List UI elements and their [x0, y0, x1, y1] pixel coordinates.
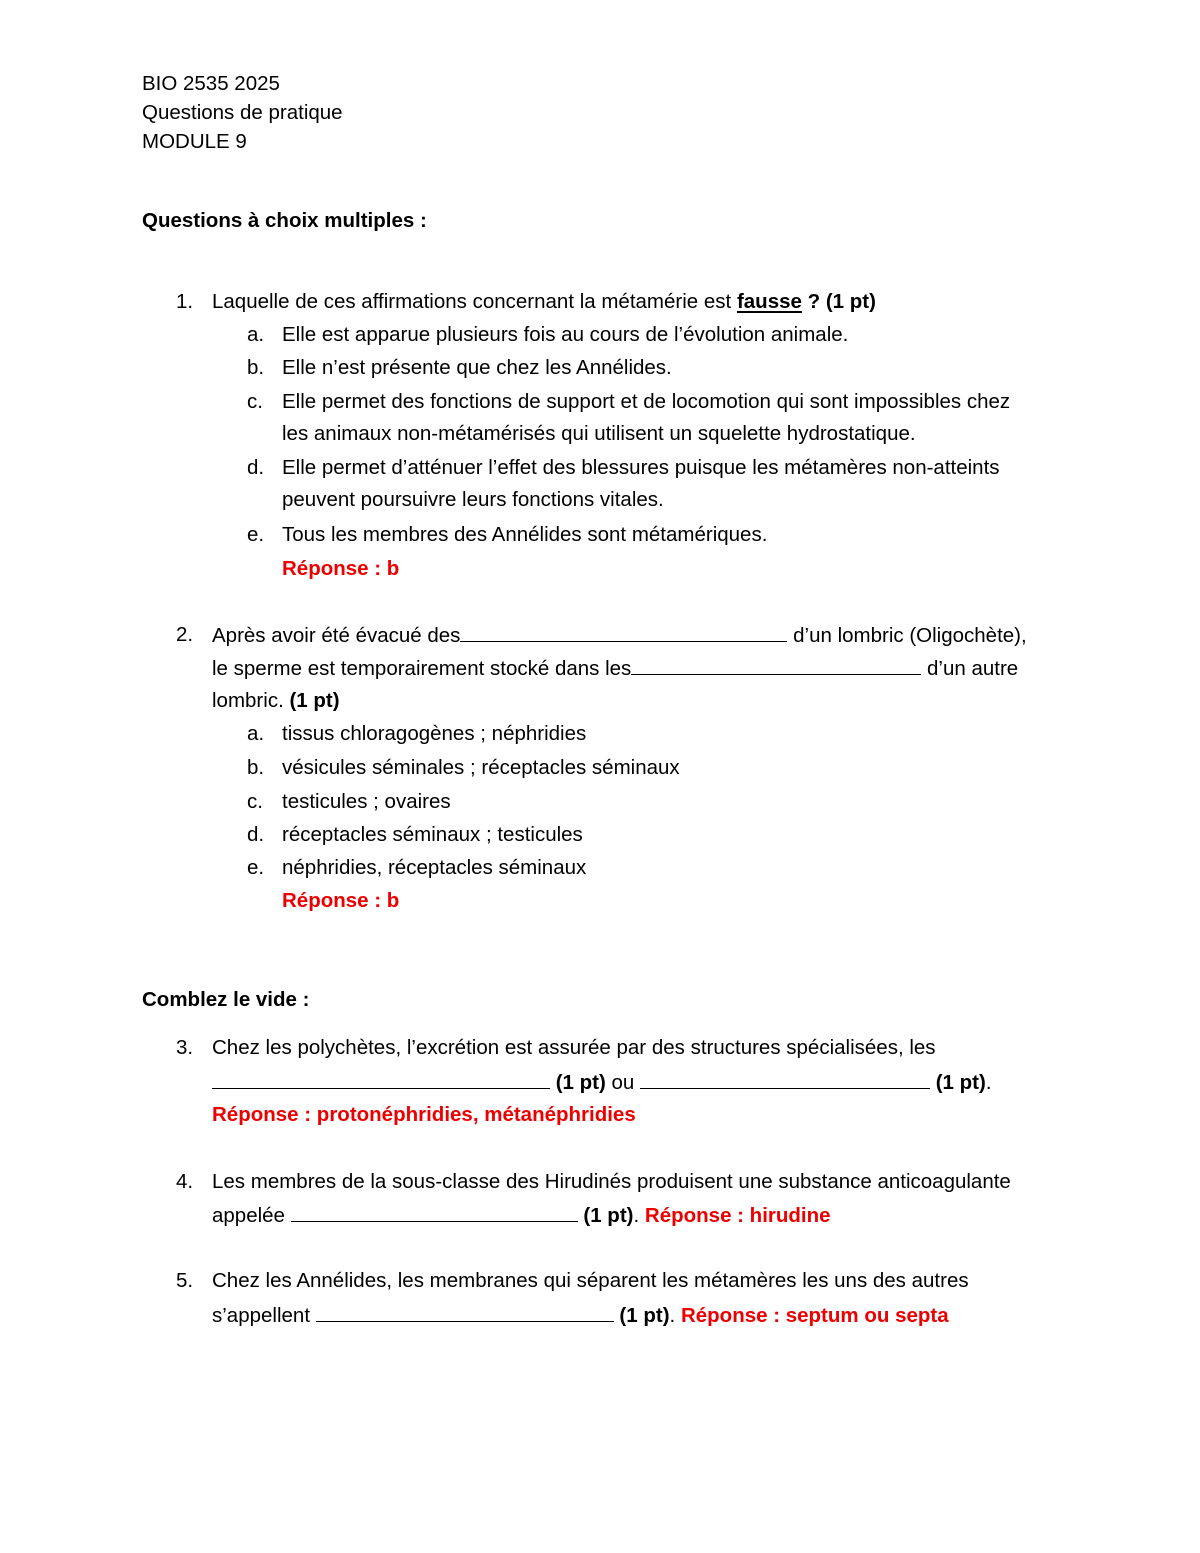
- q3-line1: Chez les polychètes, l’excrétion est assurée par des structures spécialisées, les: [212, 1036, 936, 1059]
- q4-line1: Les membres de la sous-classe des Hirudinés produisent une substance anticoagulante: [212, 1170, 1011, 1193]
- q2-points: (1 pt): [289, 689, 340, 712]
- q1-option-letter: b.: [247, 356, 265, 379]
- q2-number: 2.: [176, 623, 194, 646]
- q1-option-letter: d.: [247, 456, 265, 479]
- q1-answer: Réponse : b: [282, 557, 400, 580]
- q2-option-letter: a.: [247, 722, 265, 745]
- q2-option-letter: c.: [247, 790, 263, 813]
- q4-answer: Réponse : hirudine: [644, 1204, 831, 1227]
- q1-number: 1.: [176, 290, 194, 313]
- q1-option-text-cont: les animaux non-métamérisés qui utilisent un squelette hydrostatique.: [282, 422, 916, 445]
- q3-answer: Réponse : protonéphridies, métanéphridies: [212, 1103, 636, 1126]
- q1-option-text-cont: peuvent poursuivre leurs fonctions vitales.: [282, 488, 664, 511]
- q4-text: .: [633, 1204, 645, 1227]
- q1-stem: [212, 290, 876, 314]
- q1-option-letter: e.: [247, 523, 265, 546]
- q1-points: (1 pt): [825, 290, 876, 313]
- module-label: MODULE 9: [142, 130, 247, 153]
- q2-line2: [212, 656, 1018, 681]
- q5-text: s’appellent: [212, 1304, 316, 1327]
- mcq-section-title: Questions à choix multiples :: [142, 209, 427, 232]
- q2-text: lombric.: [212, 689, 290, 712]
- course-code: BIO 2535 2025: [142, 72, 280, 95]
- q2-option-letter: b.: [247, 756, 265, 779]
- q1-option-text: Elle permet des fonctions de support et de locomotion qui sont impossibles chez: [282, 390, 1011, 413]
- q5-text: .: [669, 1304, 681, 1327]
- q3-points: (1 pt): [935, 1071, 986, 1094]
- q3-blank-1[interactable]: [212, 1070, 550, 1089]
- q5-number: 5.: [176, 1269, 194, 1292]
- q2-option-text: tissus chloragogènes ; néphridies: [282, 722, 587, 745]
- q2-option-text: réceptacles séminaux ; testicules: [282, 823, 583, 846]
- q3-blank-2[interactable]: [640, 1070, 930, 1089]
- q2-option-letter: d.: [247, 823, 265, 846]
- q1-option-text: Elle n’est présente que chez les Annélides.: [282, 356, 672, 379]
- q3-points: (1 pt): [555, 1071, 606, 1094]
- q1-option-text: Elle permet d’atténuer l’effet des blessures puisque les métamères non-atteints: [282, 456, 1000, 479]
- q1-option-text: Tous les membres des Annélides sont métamériques.: [282, 523, 768, 546]
- q2-text: d’un lombric (Oligochète),: [787, 624, 1027, 647]
- q2-blank-2[interactable]: [631, 656, 921, 675]
- q4-line2: [212, 1203, 831, 1228]
- q4-points: (1 pt): [583, 1204, 634, 1227]
- q3-number: 3.: [176, 1036, 194, 1059]
- q4-text: appelée: [212, 1204, 291, 1227]
- document-subtitle: Questions de pratique: [142, 101, 343, 124]
- q5-answer: Réponse : septum ou septa: [680, 1304, 949, 1327]
- q4-number: 4.: [176, 1170, 194, 1193]
- q2-text: Après avoir été évacué des: [212, 624, 461, 647]
- q5-line2: [212, 1303, 949, 1328]
- q2-option-text: testicules ; ovaires: [282, 790, 451, 813]
- q4-blank[interactable]: [291, 1203, 578, 1222]
- q2-blank-1[interactable]: [460, 623, 787, 642]
- q5-blank[interactable]: [316, 1303, 614, 1322]
- q1-option-text: Elle est apparue plusieurs fois au cours de l’évolution animale.: [282, 323, 849, 346]
- q2-option-text: vésicules séminales ; réceptacles séminaux: [282, 756, 680, 779]
- q1-underlined-word: fausse: [736, 290, 802, 313]
- q2-line1: [212, 623, 1027, 648]
- q1-option-letter: c.: [247, 390, 263, 413]
- q3-text: ou: [605, 1071, 641, 1094]
- q2-option-text: néphridies, réceptacles séminaux: [282, 856, 587, 879]
- q5-points: (1 pt): [619, 1304, 670, 1327]
- q2-option-letter: e.: [247, 856, 265, 879]
- q1-option-letter: a.: [247, 323, 265, 346]
- q1-text-before: Laquelle de ces affirmations concernant la métamérie est: [212, 290, 737, 313]
- fill-section-title: Comblez le vide :: [142, 988, 310, 1011]
- q2-line3: [212, 689, 340, 713]
- q3-text: .: [985, 1071, 992, 1094]
- q1-text-after: ?: [801, 290, 826, 313]
- q2-answer: Réponse : b: [282, 889, 400, 912]
- q2-text: le sperme est temporairement stocké dans les: [212, 657, 632, 680]
- q3-line2: [212, 1070, 992, 1095]
- q5-line1: Chez les Annélides, les membranes qui séparent les métamères les uns des autres: [212, 1269, 969, 1292]
- q2-text: d’un autre: [921, 657, 1019, 680]
